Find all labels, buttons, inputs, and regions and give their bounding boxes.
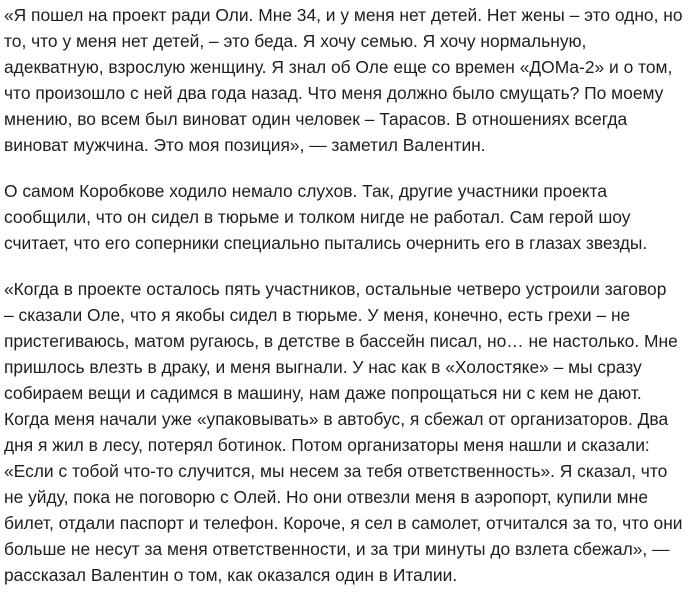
article-body (4, 2, 694, 608)
text-line: билет, отдали паспорт и телефон. Короче, я сел в самолет, отчитался за то, что они (4, 513, 683, 533)
paragraph-quote-story (4, 276, 694, 588)
paragraph-quote-intro (4, 2, 694, 158)
text-line: считает, что его соперники специально пытались очернить его в глазах звезды. (4, 233, 648, 253)
text-line: виноват мужчина. Это моя позиция», — заметил Валентин. (4, 135, 486, 155)
text-line: «Если с тобой что-то случится, мы несем за тебя ответственность». Я сказал, что (4, 461, 668, 481)
paragraph-rumors (4, 178, 694, 256)
text-line: Когда меня начали уже «упаковывать» в автобус, я сбежал от организаторов. Два (4, 409, 669, 429)
text-line: «Я пошел на проект ради Оли. Мне 34, и у меня нет детей. Нет жены – это одно, но (4, 5, 683, 25)
text-line: собираем вещи и садимся в машину, нам даже попрощаться ни с кем не дают. (4, 383, 642, 403)
text-line: дня я жил в лесу, потерял ботинок. Потом организаторы меня нашли и сказали: (4, 435, 650, 455)
text-line: рассказал Валентин о том, как оказался один в Италии. (4, 565, 458, 585)
text-line: не уйду, пока не поговорю с Олей. Но они отвезли меня в аэропорт, купили мне (4, 487, 649, 507)
text-line: что произошло с ней два года назад. Что меня должно было смущать? По моему (4, 83, 664, 103)
text-line: «Когда в проекте осталось пять участников, остальные четверо устроили заговор (4, 279, 667, 299)
text-line: сообщили, что он сидел в тюрьме и толком нигде не работал. Сам герой шоу (4, 207, 631, 227)
text-line: то, что у меня нет детей, – это беда. Я хочу семью. Я хочу нормальную, (4, 31, 587, 51)
text-line: – сказали Оле, что я якобы сидел в тюрьме. У меня, конечно, есть грехи – не (4, 305, 631, 325)
text-line: больше не несут за меня ответственности, и за три минуты до взлета сбежал», — (4, 539, 670, 559)
text-line: мнению, во всем был виноват один человек – Тарасов. В отношениях всегда (4, 109, 628, 129)
text-line: О самом Коробкове ходило немало слухов. Так, другие участники проекта (4, 181, 608, 201)
text-line: адекватную, взрослую женщину. Я знал об Оле еще со времен «ДОМа-2» и о том, (4, 57, 673, 77)
text-line: пришлось влезть в драку, и меня выгнали. У нас как в «Холостяке» – мы сразу (4, 357, 642, 377)
text-line: пристегиваюсь, матом ругаюсь, в детстве в бассейн писал, но… не настолько. Мне (4, 331, 678, 351)
